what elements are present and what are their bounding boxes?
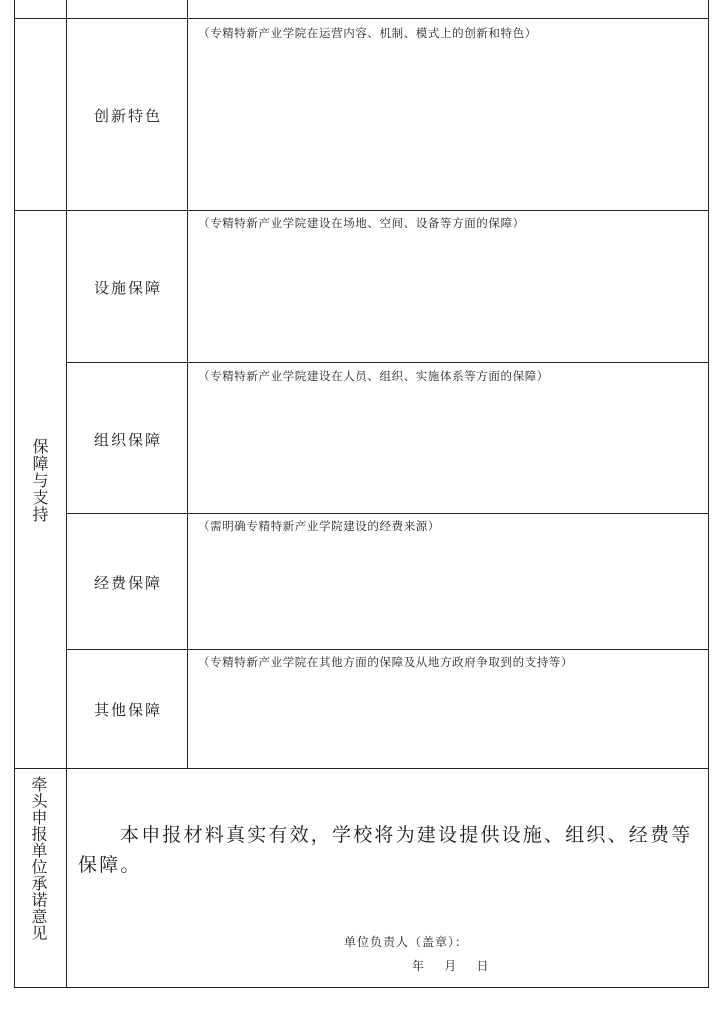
row-divider-organization <box>66 513 708 514</box>
table-top-border <box>14 18 708 19</box>
group-label-support: 保障与支持 <box>30 438 49 523</box>
row-divider-support-group <box>14 768 708 769</box>
row-hint-facility: （专精特新产业学院建设在场地、空间、设备等方面的保障） <box>198 216 525 230</box>
row-divider-facility <box>66 362 708 363</box>
row-divider-innovation <box>14 210 708 211</box>
label-column-divider <box>187 0 188 768</box>
row-hint-innovation: （专精特新产业学院在运营内容、机制、模式上的创新和特色） <box>198 26 537 40</box>
row-hint-funding: （需明确专精特新产业学院建设的经费来源） <box>198 519 440 533</box>
signature-label: 单位负责人（盖章）： <box>344 935 469 949</box>
row-label-funding: 经费保障 <box>94 574 163 592</box>
row-label-facility: 设施保障 <box>94 279 163 297</box>
table-right-border <box>708 0 709 988</box>
row-hint-organization: （专精特新产业学院建设在人员、组织、实施体系等方面的保障） <box>198 369 549 383</box>
table-bottom-border <box>14 987 708 988</box>
row-label-innovation: 创新特色 <box>94 107 163 125</box>
commitment-label: 牵头申报单位承诺意见 <box>29 776 48 941</box>
commitment-statement: 本申报材料真实有效，学校将为建设提供设施、组织、经费等保障。 <box>78 824 693 876</box>
row-label-other: 其他保障 <box>94 701 163 719</box>
date-line: 年 月 日 <box>412 959 490 973</box>
row-hint-other: （专精特新产业学院在其他方面的保障及从地方政府争取到的支持等） <box>198 655 574 669</box>
group-column-divider <box>66 0 67 988</box>
row-label-organization: 组织保障 <box>94 431 163 449</box>
table-left-border <box>14 0 15 988</box>
row-divider-funding <box>66 649 708 650</box>
